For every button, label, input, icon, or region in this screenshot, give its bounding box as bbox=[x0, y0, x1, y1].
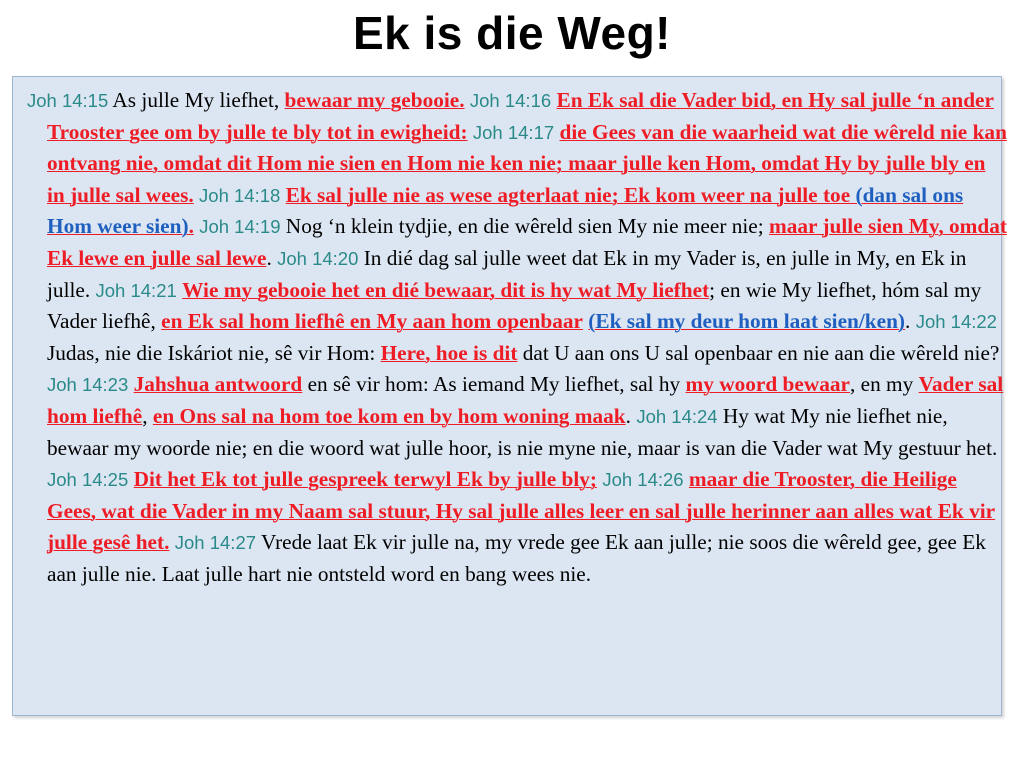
scripture-text: . bbox=[266, 245, 278, 270]
emphasized-text: die Gees van die waarheid wat die wêreld nie kan ontvang nie, omdat dit Hom nie sien en Hom nie ken nie; maar julle ken Hom, omdat Hy by julle bly en in julle sal wees. bbox=[47, 119, 1007, 207]
scripture-text: , en my bbox=[849, 372, 919, 397]
emphasized-text: Ek sal julle nie as wese agterlaat nie; Ek kom weer na julle toe bbox=[285, 182, 856, 207]
emphasized-text: maar die Trooster, die Heilige Gees, wat die Vader in my Naam sal stuur, Hy sal julle alles leer en sal julle herinner aan alles wat Ek vir julle gesê het. bbox=[47, 467, 996, 555]
verse-reference: Joh 14:22 bbox=[915, 311, 997, 333]
scripture-text: In dié dag sal julle weet dat Ek in my Vader is, en julle in My, en Ek in julle. bbox=[47, 245, 967, 302]
verse-reference: Joh 14:21 bbox=[95, 279, 177, 301]
scripture-text: . bbox=[905, 309, 916, 334]
emphasized-text: my woord bewaar bbox=[685, 372, 850, 397]
emphasized-text: en Ons sal na hom toe kom en by hom woning maak bbox=[152, 403, 626, 428]
emphasized-text: En Ek sal die Vader bid, en Hy sal julle ‘n ander Trooster gee om by julle te bly tot in ewigheid: bbox=[47, 88, 994, 144]
emphasized-text: maar julle sien My, omdat Ek lewe en julle sal lewe bbox=[47, 214, 1007, 270]
scripture-text: As julle My liefhet, bbox=[108, 88, 285, 112]
emphasized-text: bewaar my gebooie. bbox=[284, 88, 465, 112]
verse-reference: Joh 14:23 bbox=[47, 374, 129, 396]
scripture-text: ; en wie My liefhet, hóm sal my Vader liefhê, bbox=[47, 277, 982, 334]
scripture-text: dat U aan ons U sal openbaar en nie aan die wêreld nie? bbox=[517, 340, 1000, 365]
verse-reference: Joh 14:17 bbox=[472, 121, 555, 143]
scripture-text: Nog ‘n klein tydjie, en die wêreld sien My nie meer nie; bbox=[280, 214, 769, 239]
emphasized-text: Vader sal hom liefhê bbox=[47, 372, 1004, 428]
scripture-panel bbox=[12, 76, 1007, 716]
verse-reference: Joh 14:24 bbox=[636, 405, 718, 427]
scripture-text: en sê vir hom: As iemand My liefhet, sal hy bbox=[302, 372, 686, 397]
scripture-text: , bbox=[142, 403, 153, 428]
scripture-text: Vrede laat Ek vir julle na, my vrede gee Ek aan julle; nie soos die wêreld gee, gee Ek aan julle nie. Laat julle hart nie ontsteld word en bang wees nie. bbox=[47, 530, 986, 586]
verse-reference: Joh 14:26 bbox=[602, 469, 684, 491]
verse-reference: Joh 14:18 bbox=[199, 184, 281, 206]
verse-reference: Joh 14:20 bbox=[277, 247, 359, 269]
scripture-passage bbox=[27, 85, 1007, 591]
verse-reference: Joh 14:16 bbox=[469, 90, 552, 111]
scripture-text: Hy wat My nie liefhet nie, bewaar my woorde nie; en die woord wat julle hoor, is nie myne nie, maar is van die Vader wat My gestuur het. bbox=[47, 403, 998, 460]
emphasized-text: Jahshua antwoord bbox=[133, 372, 303, 397]
emphasized-text: Dit het Ek tot julle gespreek terwyl Ek by julle bly; bbox=[133, 467, 597, 492]
verse-reference: Joh 14:27 bbox=[174, 532, 257, 554]
parenthetical-note: (Ek sal my deur hom laat sien/ken) bbox=[588, 309, 906, 334]
scripture-text: . bbox=[625, 403, 637, 428]
scripture-text: Judas, nie die Iskáriot nie, sê vir Hom: bbox=[47, 340, 381, 365]
parenthetical-note: (dan sal ons Hom weer sien) bbox=[47, 182, 964, 239]
verse-reference: Joh 14:25 bbox=[47, 469, 129, 491]
emphasized-text: Wie my gebooie het en dié bewaar, dit is hy wat My liefhet bbox=[182, 277, 710, 302]
emphasized-text: . bbox=[188, 214, 194, 239]
emphasized-text: en Ek sal hom liefhê en My aan hom openbaar bbox=[161, 309, 583, 334]
emphasized-text: Here, hoe is dit bbox=[380, 340, 518, 365]
verse-reference: Joh 14:19 bbox=[199, 216, 281, 238]
page-title: Ek is die Weg! bbox=[352, 7, 672, 59]
verse-reference: Joh 14:15 bbox=[27, 90, 109, 111]
